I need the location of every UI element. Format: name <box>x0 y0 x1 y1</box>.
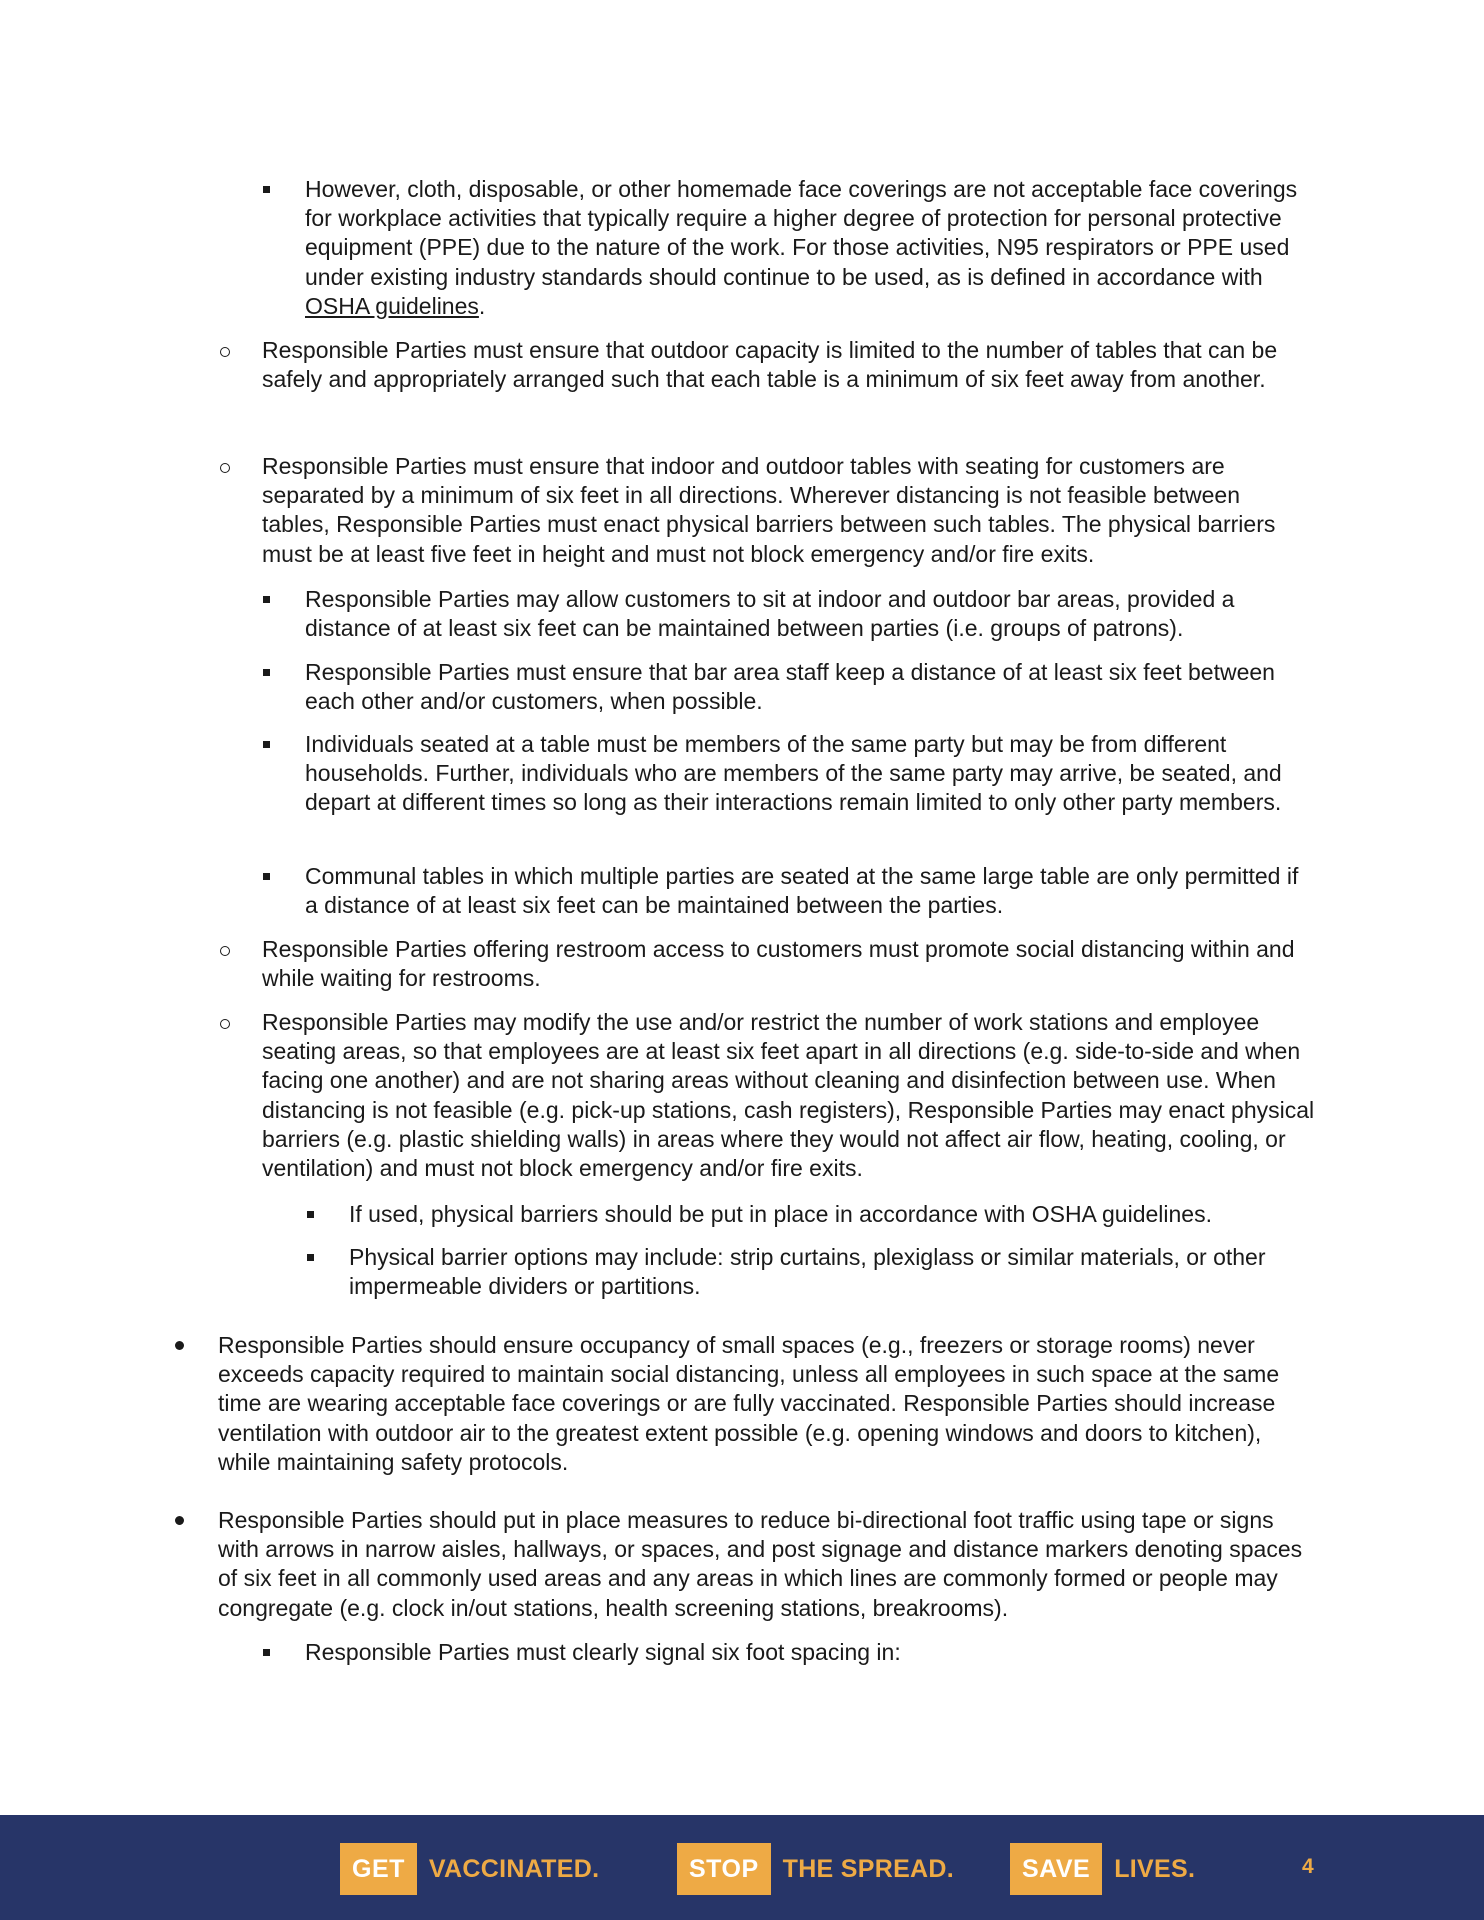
slogan-save-lives <box>1010 1843 1195 1895</box>
list-item-barriers-osha <box>349 1200 1309 1229</box>
list-item-text: However, cloth, disposable, or other homemade face coverings are not acceptable face coverings for workplace activities that typically require a higher degree of protection for personal protective equipment (PPE) due to the nature of the work. For those activities, N95 respirators or PPE used under existing industry standards should continue to be used, as is defined in accordance with <box>305 176 1298 290</box>
list-item-text: Responsible Parties offering restroom access to customers must promote social distancing within and while waiting for restrooms. <box>262 936 1295 992</box>
list-item-six-foot-spacing <box>305 1638 1305 1667</box>
list-item-text: Responsible Parties must ensure that indoor and outdoor tables with seating for customers are separated by a minimum of six feet in all directions. Wherever distancing is not feasible between tables, Responsible Parties must enact physical barriers between such tables. The physical barriers must be at least five feet in height and must not block emergency and/or fire exits. <box>262 453 1276 567</box>
slogan-box: SAVE <box>1010 1843 1102 1895</box>
slogan-text: THE SPREAD. <box>782 1854 955 1883</box>
list-item-barrier-options <box>349 1243 1309 1301</box>
footer-banner <box>0 1815 1484 1920</box>
list-item-text: Responsible Parties must clearly signal six foot spacing in: <box>305 1639 901 1665</box>
list-item-work-stations <box>262 1008 1322 1183</box>
slogan-box: GET <box>340 1843 417 1895</box>
list-item-text: Communal tables in which multiple parties are seated at the same large table are only permitted if a distance of at least six feet can be maintained between the parties. <box>305 863 1299 919</box>
list-item-ppe <box>305 175 1305 321</box>
page-number: 4 <box>1302 1855 1314 1878</box>
list-item-text: Responsible Parties must ensure that bar area staff keep a distance of at least six feet between each other and/or customers, when possible. <box>305 659 1275 715</box>
list-item-text: Responsible Parties may modify the use and/or restrict the number of work stations and employee seating areas, so that employees are at least six feet apart in all directions (e.g. side-to-side and when facing one another) and are not sharing areas without cleaning and disinfection between use. When distancing is not feasible (e.g. pick-up stations, cash registers), Responsible Parties may enact physical barriers (e.g. plastic shielding walls) in areas where they would not affect air flow, heating, cooling, or ventilation) and must not block emergency and/or fire exits. <box>262 1009 1315 1182</box>
list-item-same-party <box>305 730 1305 818</box>
slogan-text: LIVES. <box>1114 1854 1196 1883</box>
slogan-text: VACCINATED. <box>428 1854 600 1883</box>
list-item-bar-staff <box>305 658 1305 716</box>
list-item-restroom <box>262 935 1312 993</box>
list-item-small-spaces <box>218 1331 1318 1477</box>
list-item-text: Responsible Parties should ensure occupancy of small spaces (e.g., freezers or storage rooms) never exceeds capacity required to maintain social distancing, unless all employees in such space at the same time are wearing acceptable face coverings or are fully vaccinated. Responsible Parties should increase ventilation with outdoor air to the greatest extent possible (e.g. opening windows and doors to kitchen), while maintaining safety protocols. <box>218 1332 1280 1475</box>
slogan-get-vaccinated <box>340 1843 599 1895</box>
slogan-stop-the-spread <box>677 1843 954 1895</box>
list-item-tables-separated <box>262 452 1312 569</box>
list-item-text: Responsible Parties must ensure that outdoor capacity is limited to the number of tables that can be safely and appropriately arranged such that each table is a minimum of six feet away from another. <box>262 337 1278 393</box>
slogan-box: STOP <box>677 1843 771 1895</box>
list-item-text: Responsible Parties may allow customers to sit at indoor and outdoor bar areas, provided a distance of at least six feet can be maintained between parties (i.e. groups of patrons). <box>305 586 1235 642</box>
list-item-communal-tables <box>305 862 1305 920</box>
list-item-text: If used, physical barriers should be put in place in accordance with OSHA guidelines. <box>349 1201 1212 1227</box>
list-item-bar-areas <box>305 585 1305 643</box>
list-item-text: Responsible Parties should put in place measures to reduce bi-directional foot traffic using tape or signs with arrows in narrow aisles, hallways, or spaces, and post signage and distance markers denoting spaces of six feet in all commonly used areas and any areas in which lines are commonly formed or people may congregate (e.g. clock in/out stations, health screening stations, breakrooms). <box>218 1507 1303 1621</box>
osha-guidelines-link[interactable]: OSHA guidelines <box>305 292 479 319</box>
list-item-text: Individuals seated at a table must be members of the same party but may be from different households. Further, individuals who are members of the same party may arrive, be seated, and depart at different times so long as their interactions remain limited to only other party members. <box>305 731 1282 816</box>
list-item-outdoor-capacity <box>262 336 1312 394</box>
list-item-text: Physical barrier options may include: strip curtains, plexiglass or similar materials, or other impermeable dividers or partitions. <box>349 1244 1266 1300</box>
list-item-text-suffix: . <box>478 292 486 319</box>
list-item-foot-traffic <box>218 1506 1318 1623</box>
